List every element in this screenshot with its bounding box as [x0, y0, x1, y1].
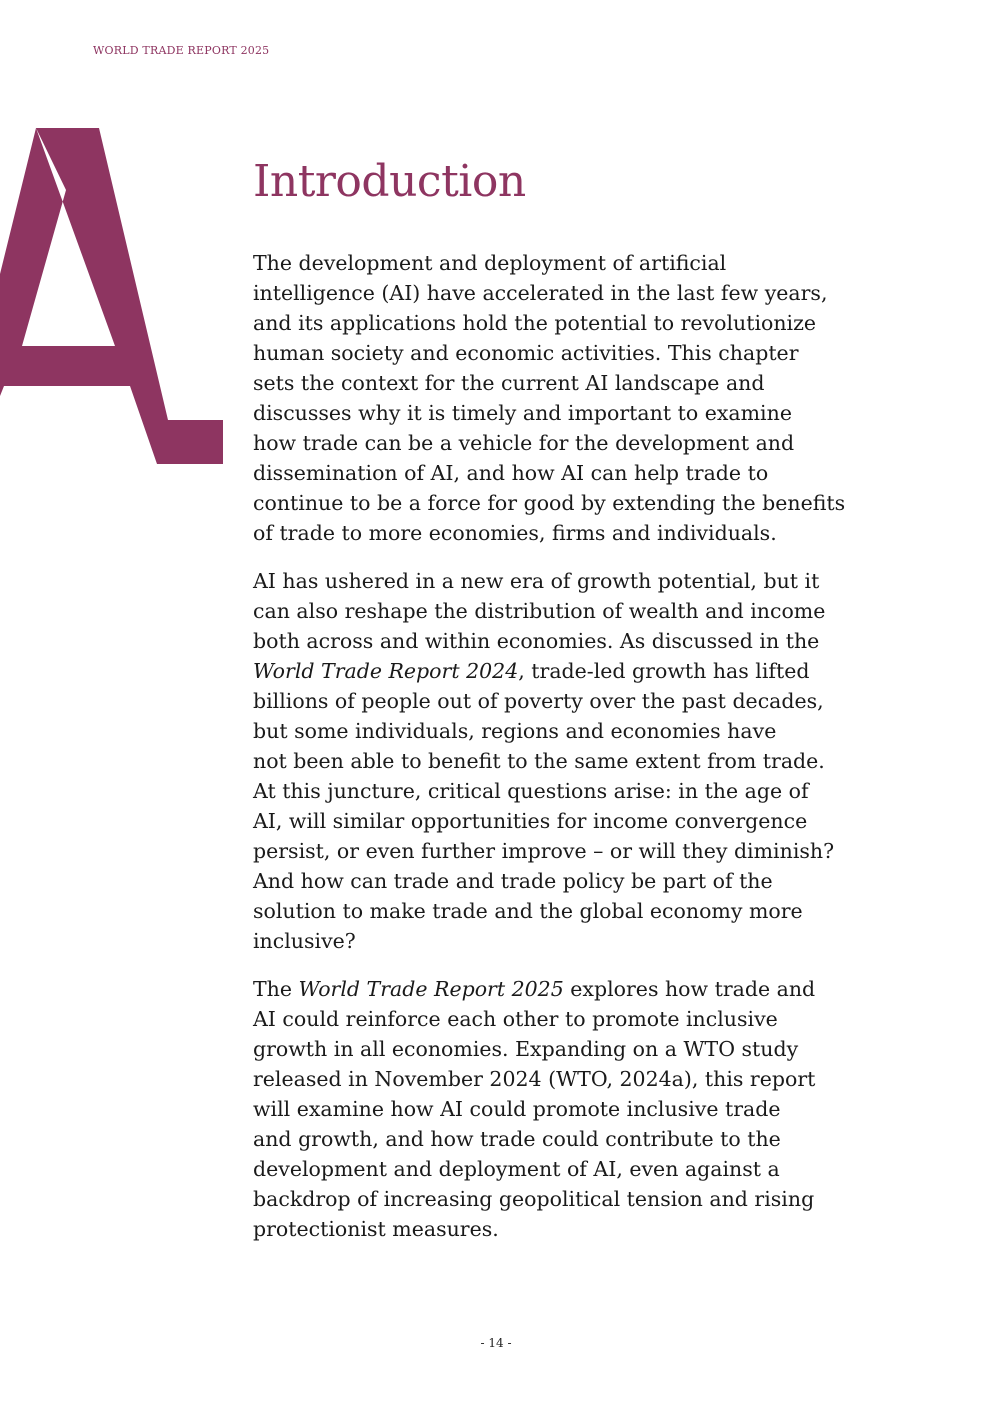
text-line-with-citation: [253, 656, 908, 686]
text-line: The development and deployment of artificial: [253, 251, 727, 275]
text-line: billions of people out of poverty over the past decades,: [253, 689, 824, 713]
chapter-letter-a-graphic: [0, 128, 226, 464]
text-line: persist, or even further improve – or will they diminish?: [253, 839, 835, 863]
text-line: will examine how AI could promote inclusive trade: [253, 1097, 781, 1121]
text-line: AI has ushered in a new era of growth potential, but it: [253, 569, 820, 593]
text-line: AI, will similar opportunities for income convergence: [253, 809, 808, 833]
text-line-with-citation: [253, 974, 908, 1004]
page-title: Introduction: [253, 156, 526, 207]
chapter-letter-a-shape: [0, 128, 223, 464]
text-line: And how can trade and trade policy be part of the: [253, 869, 773, 893]
text-line: continue to be a force for good by extending the benefits: [253, 491, 846, 515]
text-line: development and deployment of AI, even against a: [253, 1157, 780, 1181]
text-line: backdrop of increasing geopolitical tension and rising: [253, 1187, 815, 1211]
text-line: intelligence (AI) have accelerated in the last few years,: [253, 281, 828, 305]
running-header: WORLD TRADE REPORT 2025: [93, 44, 270, 57]
text-line: can also reshape the distribution of wealth and income: [253, 599, 826, 623]
body-text: [253, 248, 908, 1262]
text-line: not been able to benefit to the same extent from trade.: [253, 749, 825, 773]
text-line: how trade can be a vehicle for the development and: [253, 431, 795, 455]
text-line: released in November 2024 (WTO, 2024a), this report: [253, 1067, 816, 1091]
text-line: and growth, and how trade could contribute to the: [253, 1127, 781, 1151]
text-line: discusses why it is timely and important to examine: [253, 401, 792, 425]
text-line: inclusive?: [253, 929, 356, 953]
text-line: At this juncture, critical questions arise: in the age of: [253, 779, 809, 803]
text-fragment: The: [253, 977, 299, 1001]
text-line: both across and within economies. As discussed in the: [253, 629, 820, 653]
report-title-italic: World Trade Report 2024: [253, 659, 519, 683]
paragraph-3: [253, 974, 908, 1244]
text-line: of trade to more economies, firms and individuals.: [253, 521, 777, 545]
text-line: protectionist measures.: [253, 1217, 499, 1241]
text-fragment: , trade-led growth has lifted: [518, 659, 810, 683]
report-title-italic: World Trade Report 2025: [298, 977, 564, 1001]
text-line: and its applications hold the potential to revolutionize: [253, 311, 817, 335]
text-line: dissemination of AI, and how AI can help trade to: [253, 461, 769, 485]
page-number: - 14 -: [480, 1336, 512, 1350]
text-line: but some individuals, regions and economies have: [253, 719, 777, 743]
text-fragment: explores how trade and: [563, 977, 816, 1001]
text-line: solution to make trade and the global economy more: [253, 899, 803, 923]
text-line: AI could reinforce each other to promote inclusive: [253, 1007, 778, 1031]
paragraph-1: [253, 248, 908, 548]
paragraph-2: [253, 566, 908, 956]
text-line: human society and economic activities. This chapter: [253, 341, 799, 365]
text-line: sets the context for the current AI landscape and: [253, 371, 765, 395]
text-line: growth in all economies. Expanding on a WTO study: [253, 1037, 799, 1061]
